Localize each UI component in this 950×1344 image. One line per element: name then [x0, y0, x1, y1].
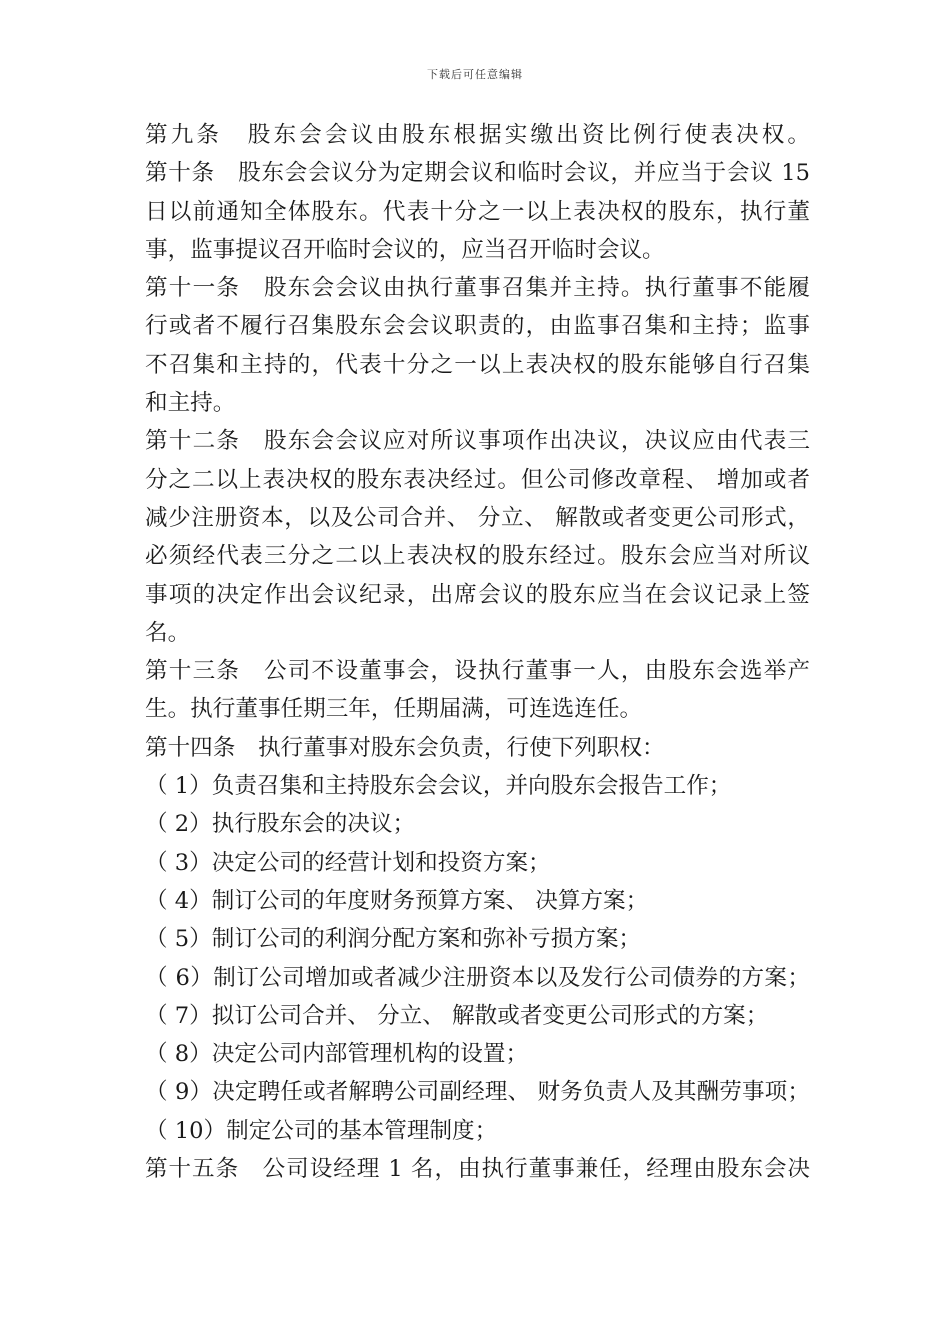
article-13-line-2: 生。执行董事任期三年，任期届满，可连选连任。: [145, 696, 643, 723]
article-10-line-3: 事，监事提议召开临时会议的，应当召开临时会议。: [145, 236, 665, 263]
article-9-line-1: 第九条 股东会会议由股东根据实缴出资比例行使表决权。: [145, 122, 810, 148]
article-14-item-10: （ 10）制定公司的基本管理制度；: [145, 1117, 498, 1144]
article-14-item-9: （ 9）决定聘任或者解聘公司副经理、 财务负责人及其酬劳事项；: [145, 1079, 810, 1106]
document-body: [145, 116, 810, 1188]
article-14-item-1: （ 1）负责召集和主持股东会会议，并向股东会报告工作；: [145, 773, 732, 800]
article-14-item-6: （ 6）制订公司增加或者减少注册资本以及发行公司债券的方案；: [145, 964, 810, 991]
article-14-line-1: 第十四条 执行董事对股东会负责，行使下列职权：: [145, 734, 665, 761]
article-12-line-6: 名。: [145, 619, 191, 646]
article-14-item-4: （ 4）制订公司的年度财务预算方案、 决算方案；: [145, 887, 649, 914]
article-11-line-1: 第十一条 股东会会议由执行董事召集并主持。执行董事不能履: [145, 275, 810, 302]
article-11-line-3: 不召集和主持的，代表十分之一以上表决权的股东能够自行召集: [145, 351, 810, 378]
article-12-line-4: 必须经代表三分之二以上表决权的股东经过。股东会应当对所议: [145, 543, 810, 570]
article-11-line-2: 行或者不履行召集股东会会议职责的，由监事召集和主持；监事: [145, 313, 810, 340]
article-14-item-5: （ 5）制订公司的利润分配方案和弥补亏损方案；: [145, 926, 642, 953]
article-12-line-2: 分之二以上表决权的股东表决经过。但公司修改章程、 增加或者: [145, 466, 810, 493]
article-14-item-7: （ 7）拟订公司合并、 分立、 解散或者变更公司形式的方案；: [145, 1002, 769, 1029]
article-10-line-2: 日以前通知全体股东。代表十分之一以上表决权的股东，执行董: [145, 198, 810, 225]
article-15-line-1: 第十五条 公司设经理 1 名，由执行董事兼任，经理由股东会决: [145, 1156, 810, 1183]
page-header: 下载后可任意编辑: [427, 68, 523, 81]
article-11-line-4: 和主持。: [145, 390, 236, 417]
article-10-line-1: 第十条 股东会会议分为定期会议和临时会议，并应当于会议 15: [145, 160, 810, 187]
article-12-line-5: 事项的决定作出会议纪录，出席会议的股东应当在会议记录上签: [145, 581, 810, 608]
article-12-line-3: 减少注册资本，以及公司合并、 分立、 解散或者变更公司形式，: [145, 504, 810, 531]
article-14-item-8: （ 8）决定公司内部管理机构的设置；: [145, 1041, 529, 1068]
article-14-item-2: （ 2）执行股东会的决议；: [145, 811, 416, 838]
article-13-line-1: 第十三条 公司不设董事会，设执行董事一人，由股东会选举产: [145, 658, 810, 685]
article-14-item-3: （ 3）决定公司的经营计划和投资方案；: [145, 849, 551, 876]
article-12-line-1: 第十二条 股东会会议应对所议事项作出决议，决议应由代表三: [145, 428, 810, 455]
